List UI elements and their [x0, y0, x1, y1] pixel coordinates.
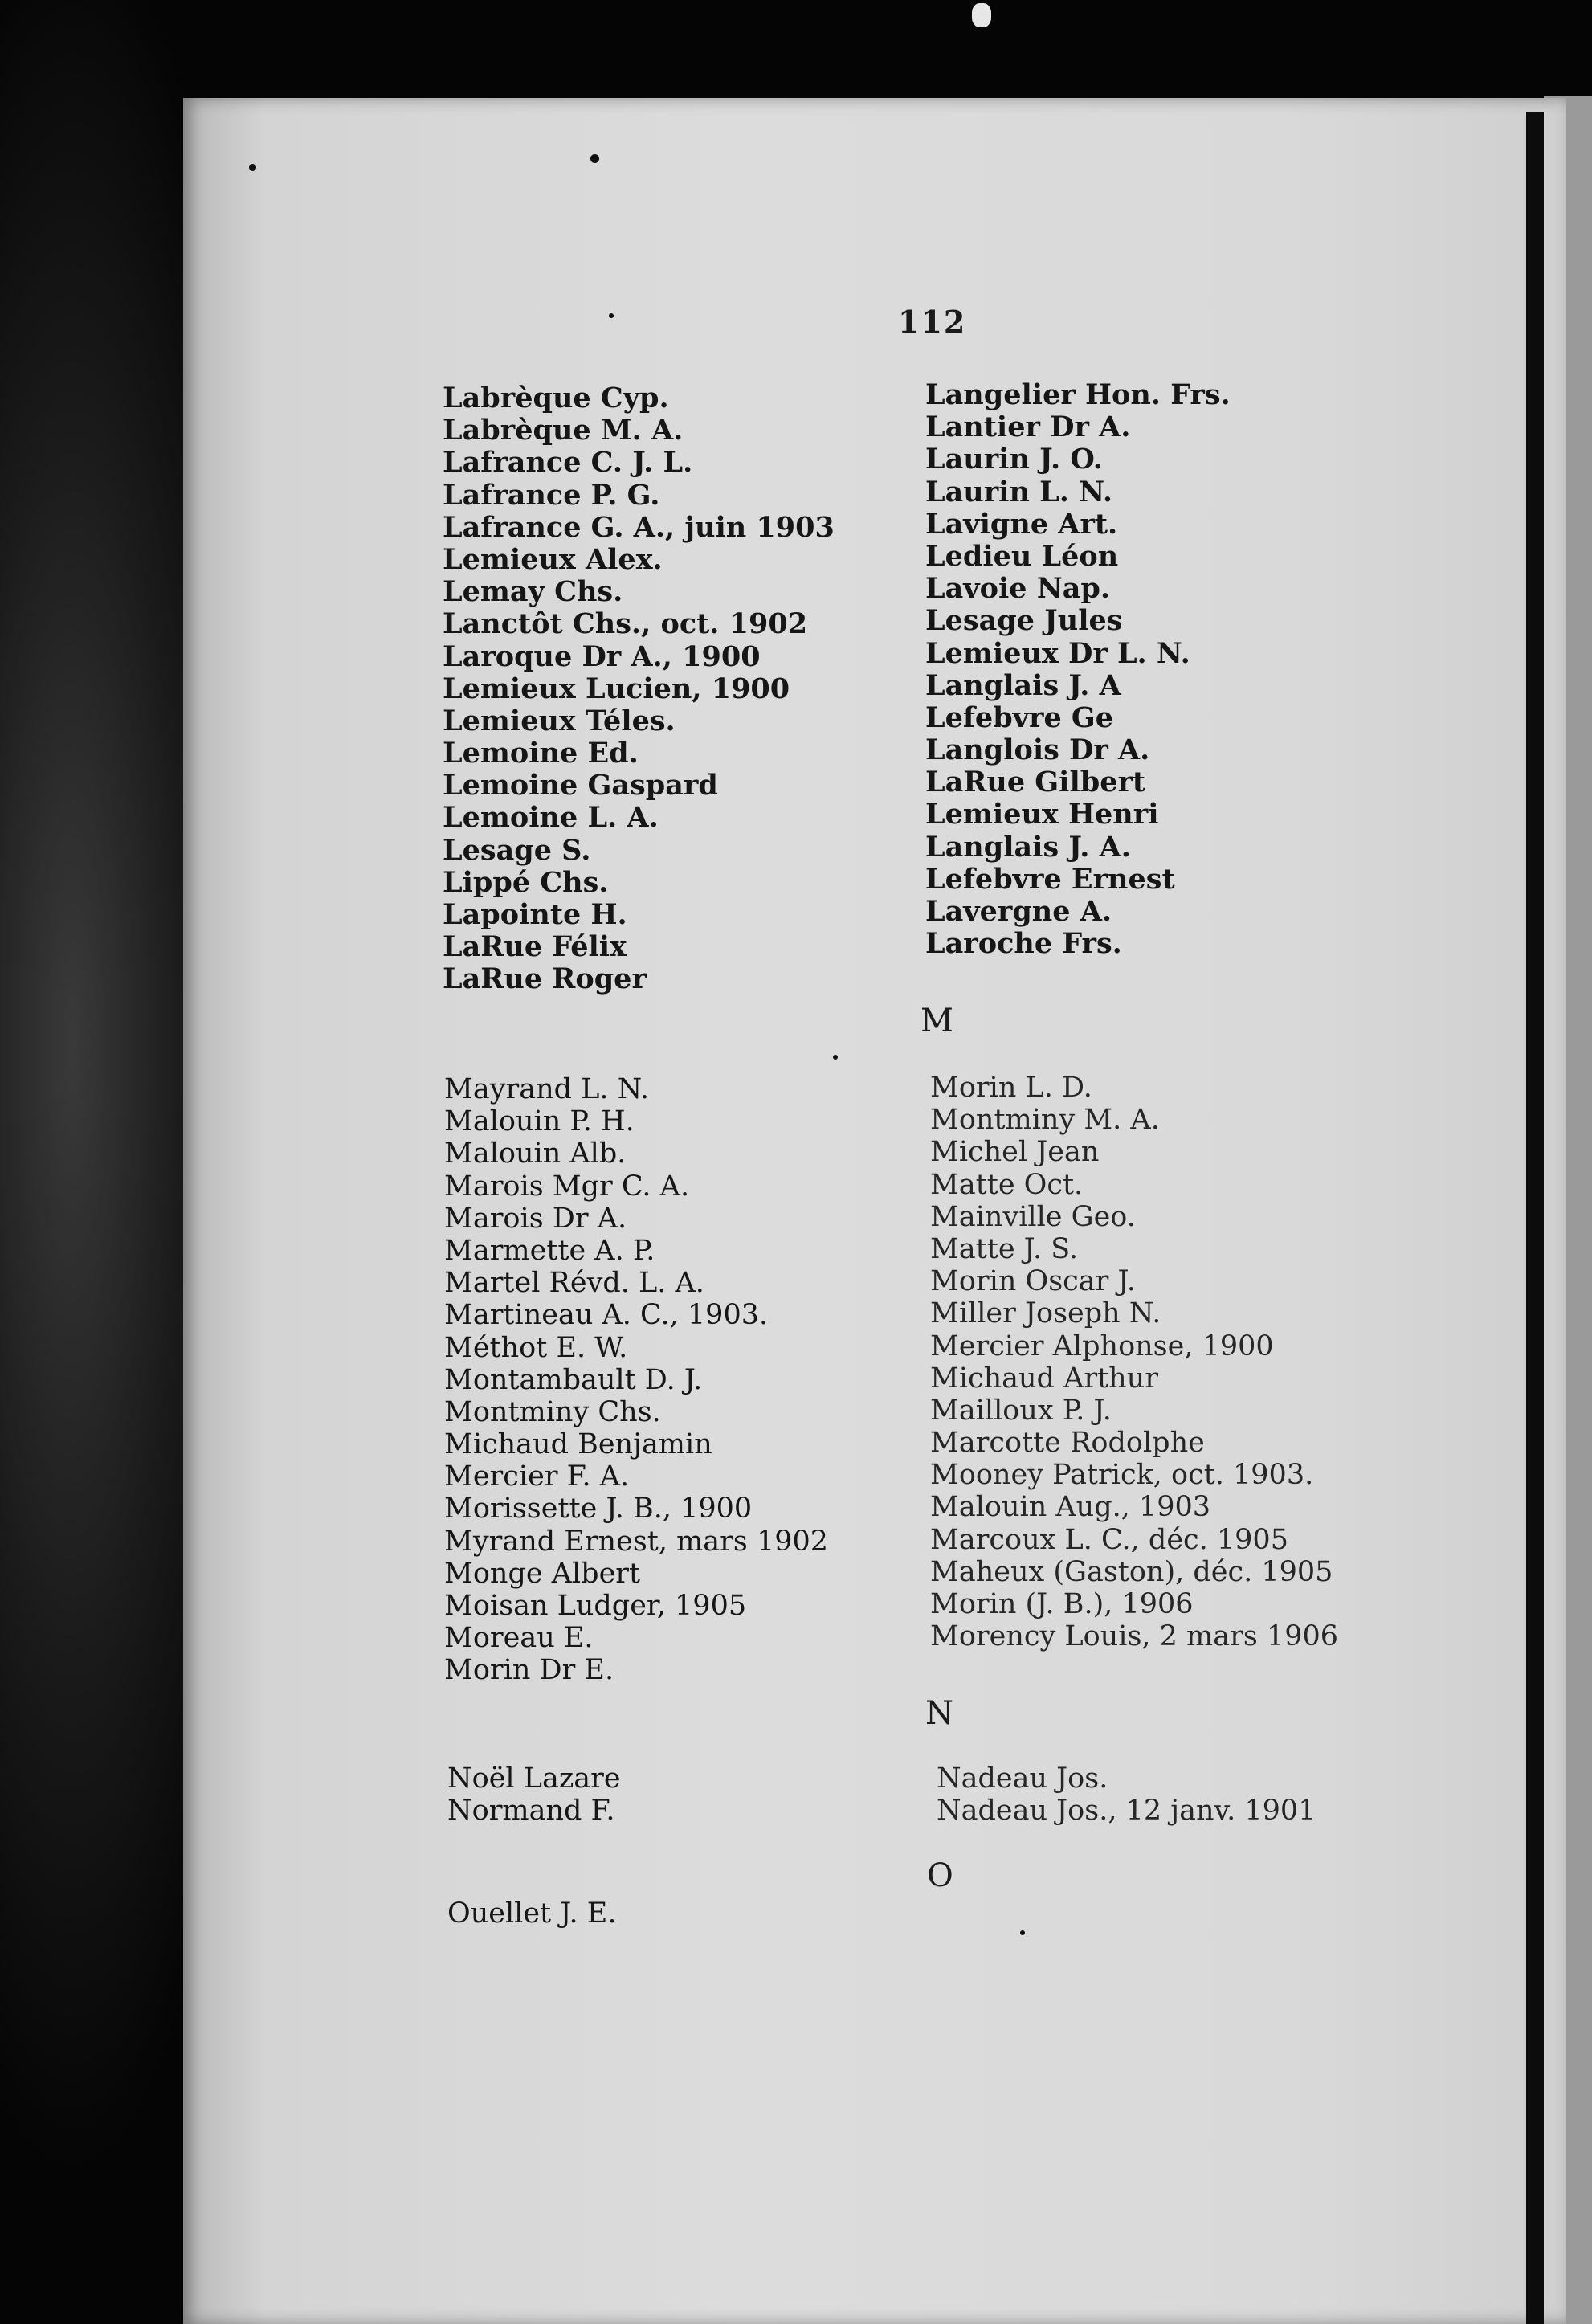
- list-item: Mailloux P. J.: [930, 1394, 1112, 1427]
- list-item: Marcotte Rodolphe: [930, 1427, 1205, 1460]
- list-item: Labrèque Cyp.: [443, 382, 669, 415]
- list-item: Lippé Chs.: [443, 865, 609, 899]
- list-item: Lavergne A.: [925, 895, 1112, 928]
- scan-speck: [249, 164, 256, 171]
- list-item: Malouin Aug., 1903: [930, 1491, 1211, 1524]
- list-item: Morin L. D.: [930, 1072, 1092, 1104]
- list-item: Langlais J. A: [925, 668, 1121, 702]
- list-item: Monge Albert: [444, 1557, 641, 1590]
- list-item: Montambault D. J.: [444, 1363, 703, 1396]
- list-item: Lemieux Henri: [925, 798, 1159, 831]
- list-item: LaRue Roger: [443, 962, 647, 996]
- list-item: Maheux (Gaston), déc. 1905: [930, 1555, 1333, 1588]
- scan-speck: [972, 3, 991, 27]
- list-item: Malouin P. H.: [444, 1105, 635, 1138]
- list-item: Morin Dr E.: [444, 1654, 614, 1687]
- list-item: Noël Lazare: [447, 1762, 621, 1795]
- list-item: Lemieux Téles.: [443, 704, 676, 737]
- list-item: Lefebvre Ge: [925, 700, 1114, 734]
- list-item: Langelier Hon. Frs.: [925, 378, 1231, 411]
- list-item: Myrand Ernest, mars 1902: [444, 1525, 829, 1558]
- list-item: Moisan Ludger, 1905: [444, 1590, 747, 1622]
- list-item: Moreau E.: [444, 1622, 594, 1655]
- list-item: Matte Oct.: [930, 1168, 1084, 1201]
- scan-speck: [590, 154, 599, 163]
- list-item: Lemoine Gaspard: [443, 769, 718, 803]
- l-section-right-column: [925, 379, 1231, 960]
- list-item: Lesage S.: [443, 833, 591, 867]
- list-item: Marois Dr A.: [444, 1202, 627, 1235]
- list-item: Marmette A. P.: [444, 1234, 655, 1267]
- list-item: Lemieux Lucien, 1900: [443, 672, 790, 705]
- list-item: Lemoine L. A.: [443, 801, 659, 835]
- list-item: Lafrance G. A., juin 1903: [443, 510, 835, 544]
- list-item: Morin Oscar J.: [930, 1265, 1136, 1298]
- scan-speck: [1020, 1930, 1025, 1935]
- scan-speck: [609, 313, 614, 318]
- list-item: Labrèque M. A.: [443, 414, 684, 447]
- page-gutter-shadow: [1526, 112, 1544, 2324]
- list-item: Mercier Alphonse, 1900: [930, 1329, 1274, 1362]
- list-item: Lavigne Art.: [925, 507, 1118, 541]
- list-item: Laroque Dr A., 1900: [443, 639, 761, 673]
- list-item: Mayrand L. N.: [444, 1073, 650, 1105]
- m-section-right-column: [930, 1072, 1338, 1652]
- list-item: Malouin Alb.: [444, 1137, 627, 1170]
- scan-speck: [833, 1055, 838, 1060]
- list-item: Laroche Frs.: [925, 927, 1122, 961]
- list-item: Nadeau Jos., 12 janv. 1901: [937, 1795, 1316, 1828]
- list-item: Ledieu Léon: [925, 539, 1119, 573]
- list-item: Lemay Chs.: [443, 575, 623, 609]
- list-item: LaRue Gilbert: [925, 766, 1146, 799]
- list-item: Lavoie Nap.: [925, 572, 1111, 606]
- list-item: Mercier F. A.: [444, 1460, 630, 1493]
- list-item: Lemieux Dr L. N.: [925, 636, 1190, 670]
- list-item: Miller Joseph N.: [930, 1297, 1161, 1330]
- list-item: Mooney Patrick, oct. 1903.: [930, 1459, 1314, 1492]
- list-item: Méthot E. W.: [444, 1331, 628, 1364]
- document-page: [183, 98, 1566, 2324]
- list-item: Lafrance P. G.: [443, 478, 660, 512]
- list-item: Laurin L. N.: [925, 475, 1113, 509]
- n-section-left-column: [447, 1762, 621, 1827]
- list-item: Michel Jean: [930, 1136, 1100, 1169]
- list-item: Michaud Arthur: [930, 1362, 1158, 1395]
- list-item: Lemieux Alex.: [443, 542, 663, 576]
- n-section-right-column: [937, 1762, 1316, 1827]
- list-item: Lanctôt Chs., oct. 1902: [443, 607, 808, 641]
- list-item: Ouellet J. E.: [447, 1897, 617, 1930]
- list-item: Martel Révd. L. A.: [444, 1267, 704, 1300]
- list-item: Michaud Benjamin: [444, 1428, 712, 1461]
- list-item: Lefebvre Ernest: [925, 862, 1175, 896]
- list-item: Morency Louis, 2 mars 1906: [930, 1620, 1338, 1653]
- list-item: LaRue Félix: [443, 930, 627, 964]
- list-item: Martineau A. C., 1903.: [444, 1299, 769, 1332]
- section-heading-m: M: [921, 1003, 953, 1039]
- list-item: Montminy M. A.: [930, 1104, 1160, 1137]
- list-item: Lemoine Ed.: [443, 737, 639, 770]
- o-section-left-column: [447, 1897, 616, 1930]
- list-item: Marois Mgr C. A.: [444, 1170, 690, 1203]
- list-item: Lantier Dr A.: [925, 410, 1131, 444]
- page-number: 112: [898, 304, 967, 340]
- list-item: Langlais J. A.: [925, 830, 1131, 864]
- m-section-left-column: [444, 1073, 828, 1687]
- list-item: Montminy Chs.: [444, 1395, 661, 1428]
- section-heading-o: O: [927, 1857, 953, 1894]
- list-item: Normand F.: [447, 1795, 615, 1828]
- l-section-left-column: [443, 382, 835, 996]
- section-heading-n: N: [925, 1695, 953, 1732]
- list-item: Lapointe H.: [443, 898, 627, 931]
- list-item: Morin (J. B.), 1906: [930, 1588, 1194, 1620]
- list-item: Lesage Jules: [925, 604, 1123, 638]
- list-item: Mainville Geo.: [930, 1200, 1136, 1233]
- list-item: Lafrance C. J. L.: [443, 446, 693, 480]
- list-item: Marcoux L. C., déc. 1905: [930, 1523, 1288, 1556]
- list-item: Laurin J. O.: [925, 443, 1103, 476]
- list-item: Morissette J. B., 1900: [444, 1493, 753, 1526]
- list-item: Nadeau Jos.: [937, 1762, 1108, 1795]
- list-item: Matte J. S.: [930, 1232, 1079, 1265]
- list-item: Langlois Dr A.: [925, 733, 1150, 767]
